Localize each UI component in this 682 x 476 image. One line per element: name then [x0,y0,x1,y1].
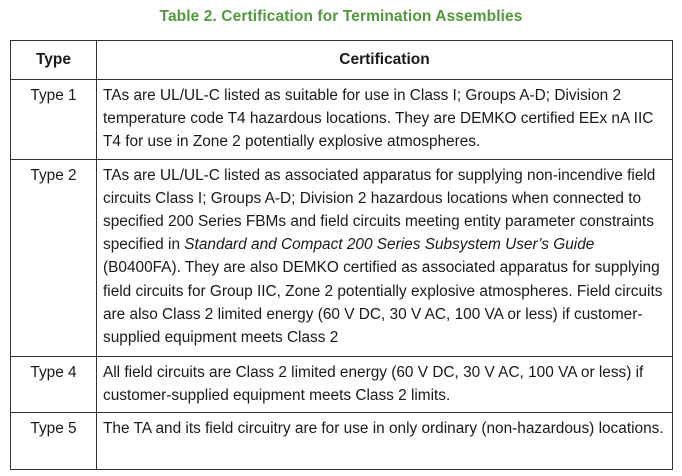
certification-text: (B0400FA). They are also DEMKO certified as associated apparatus for supplying field circuits for Group IIC, Zone 2 potentially explosive atmospheres. Field circuits are also Class 2 limited energy (60 V DC, 30 V AC, 100 VA or less) if customer-supplied equipment meets Class 2 [103,259,663,347]
guide-title: Standard and Compact 200 Series Subsystem User’s Guide [184,236,595,254]
type-cell: Type 5 [11,413,97,470]
certification-text: TAs are UL/UL-C listed as associated apparatus for supplying non-incendive field circuits Class I; Groups A-D; Division 2 hazardous locations when connected to specified 200 Series FBMs and field circuits meeting entity parameter constraints specified in [103,166,656,254]
certification-cell: TAs are UL/UL-C listed as suitable for use in Class I; Groups A-D; Division 2 temperature code T4 hazardous locations. They are DEMKO certified EEx nA IIC T4 for use in Zone 2 potentially explosive atmospheres. [97,80,673,160]
certification-table [10,40,673,470]
table-row [11,159,673,356]
type-cell: Type 4 [11,356,97,412]
certification-cell: The TA and its field circuitry are for use in only ordinary (non-hazardous) locations. [97,413,673,470]
header-row [11,41,673,80]
table-row [11,413,673,470]
header-type: Type [11,41,97,80]
type-cell: Type 2 [11,159,97,356]
table-row [11,80,673,160]
header-certification: Certification [97,41,673,80]
table-row [11,356,673,412]
certification-cell: All field circuits are Class 2 limited energy (60 V DC, 30 V AC, 100 VA or less) if customer-supplied equipment meets Class 2 limits. [97,356,673,412]
certification-cell [97,159,673,356]
type-cell: Type 1 [11,80,97,160]
table-caption: Table 2. Certification for Termination Assemblies [159,8,523,25]
